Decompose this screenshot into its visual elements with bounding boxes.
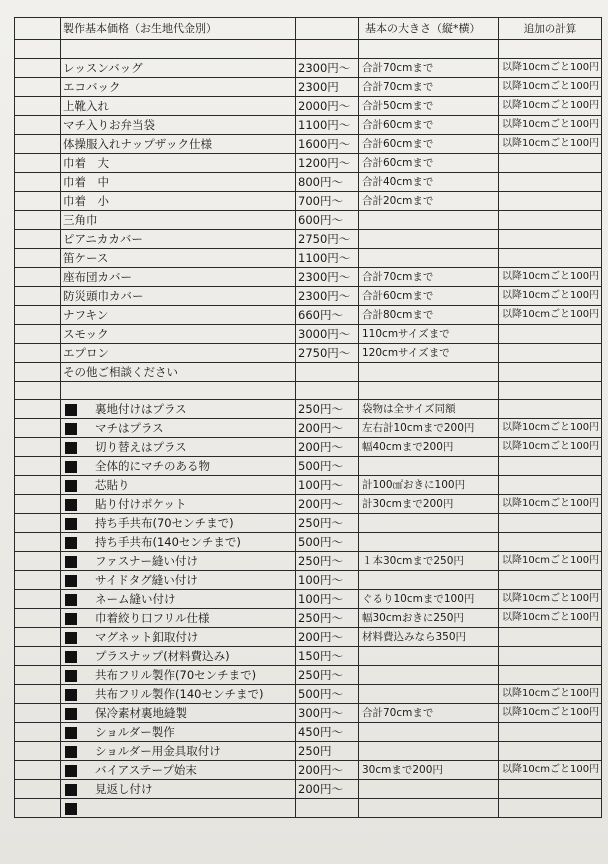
table-row	[15, 324, 602, 343]
item-extra: 以降10cmごと100円	[499, 495, 602, 514]
item-size: 計100㎠おきに100円	[359, 476, 499, 495]
item-extra	[499, 362, 602, 381]
item-name: 持ち手共布(140センチまで)	[95, 535, 241, 550]
table-row	[15, 362, 602, 381]
item-name-cell: ナフキン	[61, 305, 296, 324]
item-price: 2000円～	[296, 96, 359, 115]
item-name: 共布フリル製作(140センチまで)	[95, 687, 264, 702]
table-row	[15, 58, 602, 77]
item-name-cell: エコバック	[61, 77, 296, 96]
blank-cell	[359, 381, 499, 400]
table-row	[15, 723, 602, 742]
table-header-row	[15, 18, 602, 40]
row-lead-cell	[15, 495, 61, 514]
item-size	[359, 685, 499, 704]
item-size: 110cmサイズまで	[359, 324, 499, 343]
row-lead-cell	[15, 742, 61, 761]
item-name: バイアステープ始末	[95, 763, 197, 778]
table-row	[15, 666, 602, 685]
item-size: 計30cmまで200円	[359, 495, 499, 514]
item-extra	[499, 153, 602, 172]
table-row	[15, 571, 602, 590]
item-price: 100円～	[296, 590, 359, 609]
item-name-cell: スモック	[61, 324, 296, 343]
item-price: 200円～	[296, 780, 359, 799]
spacer-row	[15, 40, 602, 59]
blank-cell	[359, 40, 499, 59]
item-price: 200円～	[296, 419, 359, 438]
table-row	[15, 305, 602, 324]
header-extra-label: 追加の計算	[499, 18, 602, 40]
blank-cell	[499, 799, 602, 818]
row-lead-cell	[15, 571, 61, 590]
header-item-label: 製作基本価格（お生地代金別）	[61, 18, 296, 40]
item-name-cell	[61, 514, 296, 533]
item-name-cell: 巾着 中	[61, 172, 296, 191]
item-extra: 以降10cmごと100円	[499, 58, 602, 77]
item-name: 切り替えはプラス	[95, 440, 187, 455]
item-extra: 以降10cmごと100円	[499, 552, 602, 571]
item-extra	[499, 742, 602, 761]
item-price: 2750円～	[296, 343, 359, 362]
item-size	[359, 248, 499, 267]
table-row	[15, 153, 602, 172]
item-name: ショルダー用金具取付け	[95, 744, 221, 759]
table-row	[15, 704, 602, 723]
item-size: 合計70cmまで	[359, 704, 499, 723]
black-square-icon	[65, 803, 77, 815]
item-size: 合計60cmまで	[359, 153, 499, 172]
table-row	[15, 96, 602, 115]
blank-cell	[359, 799, 499, 818]
row-lead-cell	[15, 267, 61, 286]
row-lead-cell	[15, 457, 61, 476]
item-name-cell	[61, 723, 296, 742]
table-row	[15, 172, 602, 191]
item-name-cell	[61, 438, 296, 457]
item-size	[359, 647, 499, 666]
item-size: 左右計10cmまで200円	[359, 419, 499, 438]
item-size: 幅30cmおきに250円	[359, 609, 499, 628]
row-lead-cell	[15, 647, 61, 666]
item-name-cell	[61, 799, 296, 818]
black-square-icon	[65, 632, 77, 644]
item-extra: 以降10cmごと100円	[499, 704, 602, 723]
row-lead-cell	[15, 666, 61, 685]
row-lead-cell	[15, 609, 61, 628]
item-size	[359, 514, 499, 533]
table-row	[15, 647, 602, 666]
item-name-cell	[61, 495, 296, 514]
table-row	[15, 780, 602, 799]
black-square-icon	[65, 727, 77, 739]
item-name-cell	[61, 742, 296, 761]
blank-cell	[61, 40, 296, 59]
item-size: 120cmサイズまで	[359, 343, 499, 362]
row-lead-cell	[15, 761, 61, 780]
item-name: 共布フリル製作(70センチまで)	[95, 668, 257, 683]
black-square-icon	[65, 575, 77, 587]
item-name-cell	[61, 761, 296, 780]
item-extra	[499, 172, 602, 191]
item-extra	[499, 400, 602, 419]
header-price-cell	[296, 18, 359, 40]
item-extra	[499, 343, 602, 362]
black-square-icon	[65, 784, 77, 796]
item-name: サイドタグ縫い付け	[95, 573, 198, 588]
table-row	[15, 286, 602, 305]
blank-cell	[296, 799, 359, 818]
black-square-icon	[65, 708, 77, 720]
table-row	[15, 115, 602, 134]
row-lead-cell	[15, 362, 61, 381]
item-extra: 以降10cmごと100円	[499, 286, 602, 305]
table-row	[15, 685, 602, 704]
item-price: 250円～	[296, 400, 359, 419]
item-price: 250円～	[296, 666, 359, 685]
black-square-icon	[65, 651, 77, 663]
table-row	[15, 609, 602, 628]
item-size: 合計70cmまで	[359, 58, 499, 77]
item-price: 200円～	[296, 495, 359, 514]
table-row	[15, 552, 602, 571]
item-extra: 以降10cmごと100円	[499, 96, 602, 115]
item-extra: 以降10cmごと100円	[499, 77, 602, 96]
item-name-cell: ピアニカカバー	[61, 229, 296, 248]
black-square-icon	[65, 556, 77, 568]
table-row	[15, 438, 602, 457]
item-extra	[499, 571, 602, 590]
row-lead-cell	[15, 514, 61, 533]
price-table	[14, 17, 602, 818]
row-lead-cell	[15, 799, 61, 818]
item-price: 800円～	[296, 172, 359, 191]
table-row	[15, 134, 602, 153]
item-size	[359, 362, 499, 381]
black-square-icon	[65, 746, 77, 758]
row-lead-cell	[15, 343, 61, 362]
row-lead-cell	[15, 324, 61, 343]
row-lead-cell	[15, 172, 61, 191]
item-price: 2300円～	[296, 267, 359, 286]
item-name: マチはプラス	[95, 421, 164, 436]
row-lead-cell	[15, 419, 61, 438]
item-name-cell: 笛ケース	[61, 248, 296, 267]
table-row	[15, 514, 602, 533]
item-price: 300円～	[296, 704, 359, 723]
row-lead-cell	[15, 704, 61, 723]
row-lead-cell	[15, 96, 61, 115]
row-lead-cell	[15, 77, 61, 96]
item-name-cell: 上靴入れ	[61, 96, 296, 115]
black-square-icon	[65, 537, 77, 549]
item-name-cell: 座布団カバー	[61, 267, 296, 286]
item-size	[359, 229, 499, 248]
item-name: 貼り付けポケット	[95, 497, 187, 512]
item-size	[359, 666, 499, 685]
item-price: 250円～	[296, 552, 359, 571]
table-row	[15, 799, 602, 818]
row-lead-cell	[15, 552, 61, 571]
item-price: 3000円～	[296, 324, 359, 343]
item-size: 袋物は全サイズ同額	[359, 400, 499, 419]
item-size: 合計60cmまで	[359, 115, 499, 134]
item-name: マグネット釦取付け	[95, 630, 199, 645]
table-row	[15, 533, 602, 552]
table-row	[15, 400, 602, 419]
item-price: 1200円～	[296, 153, 359, 172]
item-price: 200円～	[296, 438, 359, 457]
black-square-icon	[65, 499, 77, 511]
item-extra: 以降10cmごと100円	[499, 590, 602, 609]
black-square-icon	[65, 670, 77, 682]
row-lead-cell	[15, 685, 61, 704]
item-extra	[499, 324, 602, 343]
item-price: 660円～	[296, 305, 359, 324]
row-lead-cell	[15, 134, 61, 153]
table-row	[15, 419, 602, 438]
item-name-cell	[61, 552, 296, 571]
item-extra	[499, 457, 602, 476]
table-row	[15, 457, 602, 476]
table-row	[15, 590, 602, 609]
item-name-cell: その他ご相談ください	[61, 362, 296, 381]
item-extra: 以降10cmごと100円	[499, 419, 602, 438]
item-name-cell	[61, 400, 296, 419]
row-lead-cell	[15, 780, 61, 799]
item-name-cell: レッスンバッグ	[61, 58, 296, 77]
item-extra	[499, 780, 602, 799]
row-lead-cell	[15, 115, 61, 134]
item-price: 200円～	[296, 628, 359, 647]
black-square-icon	[65, 480, 77, 492]
blank-cell	[61, 381, 296, 400]
spacer-row	[15, 381, 602, 400]
item-size	[359, 742, 499, 761]
black-square-icon	[65, 594, 77, 606]
item-name-cell: 防災頭巾カバー	[61, 286, 296, 305]
item-name: 持ち手共布(70センチまで)	[95, 516, 234, 531]
item-price: 2300円～	[296, 58, 359, 77]
item-extra	[499, 723, 602, 742]
item-price: 1100円～	[296, 248, 359, 267]
item-name-cell	[61, 571, 296, 590]
table-row	[15, 742, 602, 761]
black-square-icon	[65, 461, 77, 473]
item-name-cell	[61, 457, 296, 476]
blank-cell	[296, 40, 359, 59]
item-name: 見返し付け	[95, 782, 153, 797]
item-size: 材料費込みなら350円	[359, 628, 499, 647]
item-size: 合計20cmまで	[359, 191, 499, 210]
item-extra: 以降10cmごと100円	[499, 267, 602, 286]
item-name-cell	[61, 533, 296, 552]
black-square-icon	[65, 404, 77, 416]
black-square-icon	[65, 423, 77, 435]
item-price: 700円～	[296, 191, 359, 210]
item-price: 450円～	[296, 723, 359, 742]
item-name: ショルダー製作	[95, 725, 175, 740]
row-lead-cell	[15, 229, 61, 248]
row-lead-cell	[15, 191, 61, 210]
item-name-cell	[61, 666, 296, 685]
item-extra: 以降10cmごと100円	[499, 115, 602, 134]
row-lead-cell	[15, 438, 61, 457]
black-square-icon	[65, 765, 77, 777]
item-name: ファスナー縫い付け	[95, 554, 199, 569]
item-size	[359, 210, 499, 229]
item-extra	[499, 666, 602, 685]
item-price: 250円～	[296, 514, 359, 533]
item-extra: 以降10cmごと100円	[499, 134, 602, 153]
item-extra	[499, 533, 602, 552]
item-size: 合計60cmまで	[359, 134, 499, 153]
item-name-cell	[61, 685, 296, 704]
table-row	[15, 495, 602, 514]
item-name: 保冷素材裏地縫製	[95, 706, 187, 721]
row-lead-cell	[15, 210, 61, 229]
row-lead-cell	[15, 400, 61, 419]
item-size: 幅40cmまで200円	[359, 438, 499, 457]
item-extra	[499, 229, 602, 248]
item-name-cell: 三角巾	[61, 210, 296, 229]
table-row	[15, 229, 602, 248]
item-size	[359, 533, 499, 552]
item-size: 合計40cmまで	[359, 172, 499, 191]
item-extra	[499, 647, 602, 666]
item-name-cell	[61, 590, 296, 609]
row-lead-cell	[15, 248, 61, 267]
item-name: プラスナップ(材料費込み)	[95, 649, 230, 664]
item-name-cell: マチ入りお弁当袋	[61, 115, 296, 134]
row-lead-cell	[15, 286, 61, 305]
item-name-cell	[61, 609, 296, 628]
blank-cell	[296, 381, 359, 400]
item-price: 250円	[296, 742, 359, 761]
blank-cell	[499, 381, 602, 400]
item-name: 芯貼り	[95, 478, 130, 493]
item-extra	[499, 248, 602, 267]
item-name-cell	[61, 628, 296, 647]
row-lead-cell	[15, 590, 61, 609]
table-row	[15, 210, 602, 229]
item-price: 2300円	[296, 77, 359, 96]
table-row	[15, 761, 602, 780]
item-extra	[499, 210, 602, 229]
item-size: １本30cmまで250円	[359, 552, 499, 571]
table-row	[15, 191, 602, 210]
item-price: 1600円～	[296, 134, 359, 153]
item-price: 2300円～	[296, 286, 359, 305]
blank-cell	[499, 40, 602, 59]
item-size	[359, 457, 499, 476]
item-name-cell	[61, 704, 296, 723]
item-price: 100円～	[296, 571, 359, 590]
item-size: 30cmまで200円	[359, 761, 499, 780]
item-price: 100円～	[296, 476, 359, 495]
table-row	[15, 628, 602, 647]
item-size: 合計70cmまで	[359, 77, 499, 96]
blank-cell	[15, 381, 61, 400]
black-square-icon	[65, 442, 77, 454]
item-name-cell	[61, 647, 296, 666]
table-row	[15, 267, 602, 286]
item-name-cell: 巾着 大	[61, 153, 296, 172]
black-square-icon	[65, 689, 77, 701]
item-price: 500円～	[296, 457, 359, 476]
item-extra	[499, 476, 602, 495]
item-price: 500円～	[296, 685, 359, 704]
item-price: 2750円～	[296, 229, 359, 248]
row-lead-cell	[15, 723, 61, 742]
item-size: 合計50cmまで	[359, 96, 499, 115]
row-lead-cell	[15, 533, 61, 552]
item-extra: 以降10cmごと100円	[499, 761, 602, 780]
item-name: 全体的にマチのある物	[95, 459, 210, 474]
item-name-cell	[61, 419, 296, 438]
item-name-cell	[61, 780, 296, 799]
item-size: 合計80cmまで	[359, 305, 499, 324]
item-price: 500円～	[296, 533, 359, 552]
item-name-cell: 体操服入れナップザック仕様	[61, 134, 296, 153]
item-extra: 以降10cmごと100円	[499, 685, 602, 704]
item-extra: 以降10cmごと100円	[499, 438, 602, 457]
black-square-icon	[65, 518, 77, 530]
item-extra	[499, 191, 602, 210]
row-lead-cell	[15, 305, 61, 324]
black-square-icon	[65, 613, 77, 625]
item-size: ぐるり10cmまで100円	[359, 590, 499, 609]
item-price: 150円～	[296, 647, 359, 666]
item-name: 裏地付けはプラス	[95, 402, 187, 417]
item-price: 250円～	[296, 609, 359, 628]
item-price	[296, 362, 359, 381]
row-lead-cell	[15, 153, 61, 172]
item-extra: 以降10cmごと100円	[499, 305, 602, 324]
item-size: 合計70cmまで	[359, 267, 499, 286]
row-lead-cell	[15, 476, 61, 495]
item-size: 合計60cmまで	[359, 286, 499, 305]
item-name: ネーム縫い付け	[95, 592, 176, 607]
header-size-label: 基本の大きさ（縦*横）	[359, 18, 499, 40]
item-price: 600円～	[296, 210, 359, 229]
row-lead-cell	[15, 58, 61, 77]
item-extra	[499, 628, 602, 647]
row-lead-cell	[15, 628, 61, 647]
item-extra	[499, 514, 602, 533]
table-row	[15, 77, 602, 96]
item-size	[359, 571, 499, 590]
table-row	[15, 476, 602, 495]
item-size	[359, 780, 499, 799]
item-name-cell: エプロン	[61, 343, 296, 362]
table-row	[15, 248, 602, 267]
item-price: 200円～	[296, 761, 359, 780]
item-name-cell	[61, 476, 296, 495]
header-blank-cell	[15, 18, 61, 40]
item-size	[359, 723, 499, 742]
blank-cell	[15, 40, 61, 59]
item-name-cell: 巾着 小	[61, 191, 296, 210]
item-price: 1100円～	[296, 115, 359, 134]
table-row	[15, 343, 602, 362]
item-extra: 以降10cmごと100円	[499, 609, 602, 628]
item-name: 巾着絞り口フリル仕様	[95, 611, 210, 626]
